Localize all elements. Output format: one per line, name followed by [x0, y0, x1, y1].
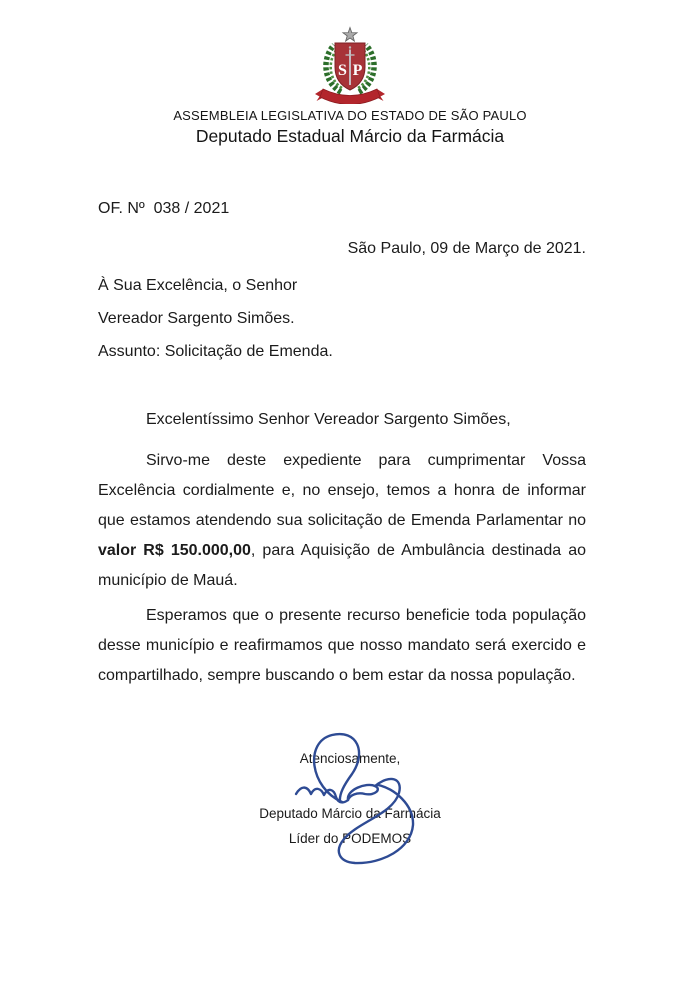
signature-stroke	[348, 785, 378, 800]
organization-name: ASSEMBLEIA LEGISLATIVA DO ESTADO DE SÃO PAULO	[173, 108, 527, 123]
handwritten-signature	[282, 722, 452, 870]
shield-letter-s: S	[338, 62, 347, 79]
body-line	[98, 476, 586, 506]
body-line	[98, 506, 586, 536]
body-text: , para Aquisição de Ambulância destinada ao	[250, 542, 586, 559]
body-line	[98, 566, 586, 596]
ribbon-icon	[315, 89, 385, 104]
salutation: Excelentíssimo Senhor Vereador Sargento Simões,	[146, 411, 511, 428]
dateline: São Paulo, 09 de Março de 2021.	[347, 240, 586, 257]
body-line	[98, 661, 586, 691]
body-paragraph	[98, 601, 586, 691]
body-line	[98, 446, 586, 476]
subject-line: Assunto: Solicitação de Emenda.	[98, 343, 333, 360]
body-text: município de Mauá.	[98, 572, 238, 589]
office-reference-number: OF. Nº 038 / 2021	[98, 200, 230, 217]
body-text: Excelência cordialmente e, no ensejo, temos a honra de informar	[98, 482, 586, 499]
recipient-line: À Sua Excelência, o Senhor	[98, 277, 298, 294]
body-paragraph	[98, 446, 586, 596]
valediction: Atenciosamente,	[299, 751, 401, 766]
body-line	[98, 601, 586, 631]
amount-bold-text: valor R$ 150.000,00	[98, 542, 251, 559]
body-line	[98, 631, 586, 661]
signer-role: Líder do PODEMOS	[288, 831, 412, 846]
body-text: compartilhado, sempre buscando o bem estar da nossa população.	[98, 667, 576, 684]
deputy-name-header: Deputado Estadual Márcio da Farmácia	[195, 126, 505, 146]
recipient-block	[98, 269, 586, 368]
body-text: Esperamos que o presente recurso beneficie toda população	[146, 607, 586, 624]
body-text: Sirvo-me deste expediente para cumprimentar Vossa	[146, 452, 586, 469]
shield-letter-p: P	[352, 62, 363, 79]
body-text: desse município e reafirmamos que nosso mandato será exercido e	[98, 637, 586, 654]
sao-paulo-coat-of-arms-icon	[314, 26, 386, 104]
recipient-line: Vereador Sargento Simões.	[98, 310, 295, 327]
signer-name: Deputado Márcio da Farmácia	[259, 806, 441, 821]
body-line	[98, 536, 586, 566]
star-icon	[343, 28, 357, 42]
body-text: que estamos atendendo sua solicitação de Emenda Parlamentar no	[98, 512, 586, 529]
